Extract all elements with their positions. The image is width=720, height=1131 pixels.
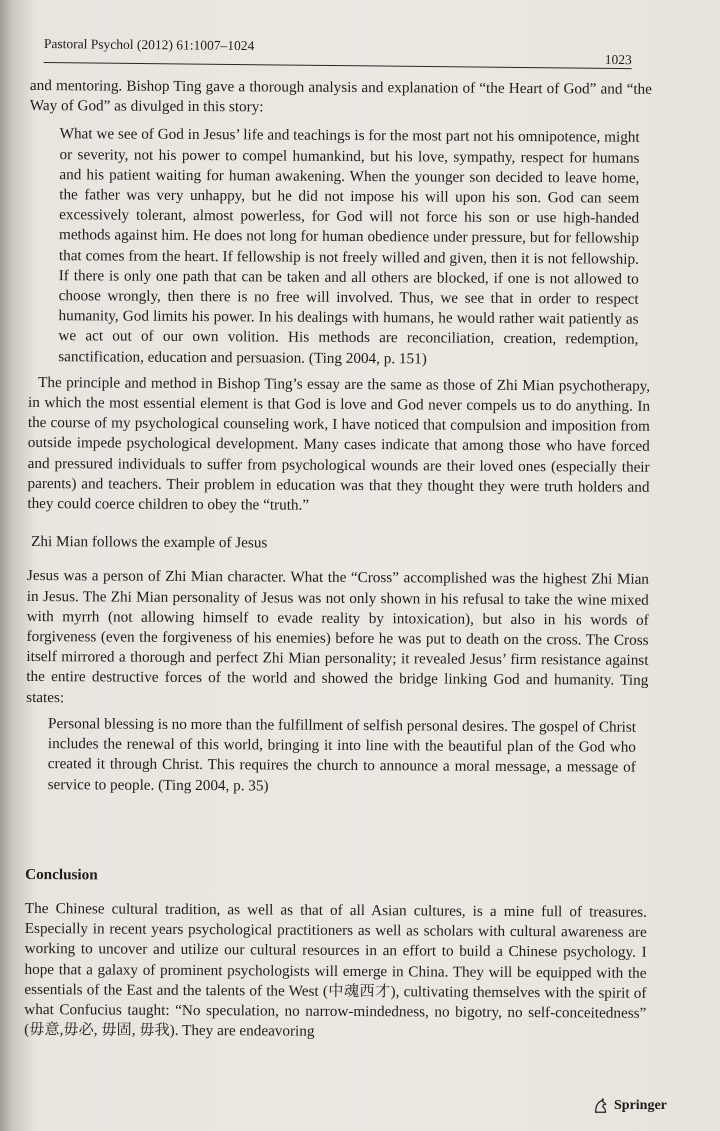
- block-quote-1: What we see of God in Jesus’ life and teachings is for the most part not his omnipotence, might or severity, not his power to compel humankind, but his love, sympathy, respect for humans and his patient waiting for human awakening. When the younger son decided to leave home, the father was very unhappy, but he did not impose his will upon his son. God can seem excessively tolerant, almost powerless, for God will not force his son or use high-handed methods against him. He does not long for human obedience under pressure, but for fellowship that comes from the heart. If fellowship is not freely willed and given, then it is not fellowship. If there is only one path that can be taken and all others are blocked, if one is not allowed to choose wrongly, then there is no free will involved. Thus, we see that in order to respect humanity, God limits his power. In his dealings with humans, he would rather wait patiently as we act out of our own volition. His methods are reconciliation, creation, redemption, sanctification, education and persuasion. (Ting 2004, p. 151): [58, 125, 640, 368]
- publisher-name: Springer: [614, 1098, 667, 1113]
- springer-horse-icon: [592, 1097, 610, 1115]
- conclusion-paragraph: The Chinese cultural tradition, as well as that of all Asian cultures, is a mine full of treasures. Especially in recent years psychological practitioners as well as scholars with cultural awareness are working to uncover and utilize our cultural resources in an effort to build a Chinese psychology. I hope that a galaxy of prominent psychologists will emerge in China. They will be equipped with the essentials of the East and the talents of the West (中魂西才), cultivating themselves with the spirit of what Confucius taught: “No speculation, no narrow-mindedness, no bigotry, no self-conceitedness” (毋意,毋必, 毋固, 毋我). They are endeavoring: [24, 899, 647, 1040]
- paragraph-1: The principle and method in Bishop Ting’s essay are the same as those of Zhi Mian psychotherapy, in which the most essential element is that God is love and God never compels us to do anything. In the course of my psychological counseling work, I have noticed that compulsion and imposition from outside impede psychological development. Many cases indicate that among those who have forced and pressured individuals to suffer from psychological wounds are their loved ones (especially their parents) and teachers. Their problem in education was that they thought they were truth holders and they could coerce children to obey the “truth.”: [27, 373, 651, 514]
- running-head: Pastoral Psychol (2012) 61:1007–1024: [43, 36, 255, 54]
- page-number: 1023: [604, 51, 632, 68]
- block-quote-2: Personal blessing is no more than the fulfillment of selfish personal desires. The gospel of Christ includes the renewal of this world, bringing it into line with the beautiful plan of the God who created it through Christ. This requires the church to announce a moral message, a message of service to people. (Ting 2004, p. 35): [47, 715, 637, 794]
- page-body: [24, 76, 652, 1044]
- page-header: [44, 36, 632, 69]
- opening-paragraph: and mentoring. Bishop Ting gave a thorough analysis and explanation of “the Heart of God” and “the Way of God” as divulged in this story:: [29, 76, 652, 116]
- section-heading: Zhi Mian follows the example of Jesus: [31, 533, 268, 552]
- publisher-logo: [592, 1097, 667, 1115]
- paragraph-2: Jesus was a person of Zhi Mian character. What the “Cross” accomplished was the highest Zhi Mian in Jesus. The Zhi Mian personality of Jesus was not only shown in his refusal to take the wine mixed with myrrh (not allowing himself to evade reality by intoxication), but also in his words of forgiveness (even the forgiveness of his enemies) before he was put to death on the cross. The Cross itself mirrored a thorough and perfect Zhi Mian personality; it revealed Jesus’ firm resistance against the entire destructive forces of the world and showed the bridge linking God and humanity. Ting states:: [26, 567, 649, 706]
- conclusion-heading: Conclusion: [25, 865, 98, 884]
